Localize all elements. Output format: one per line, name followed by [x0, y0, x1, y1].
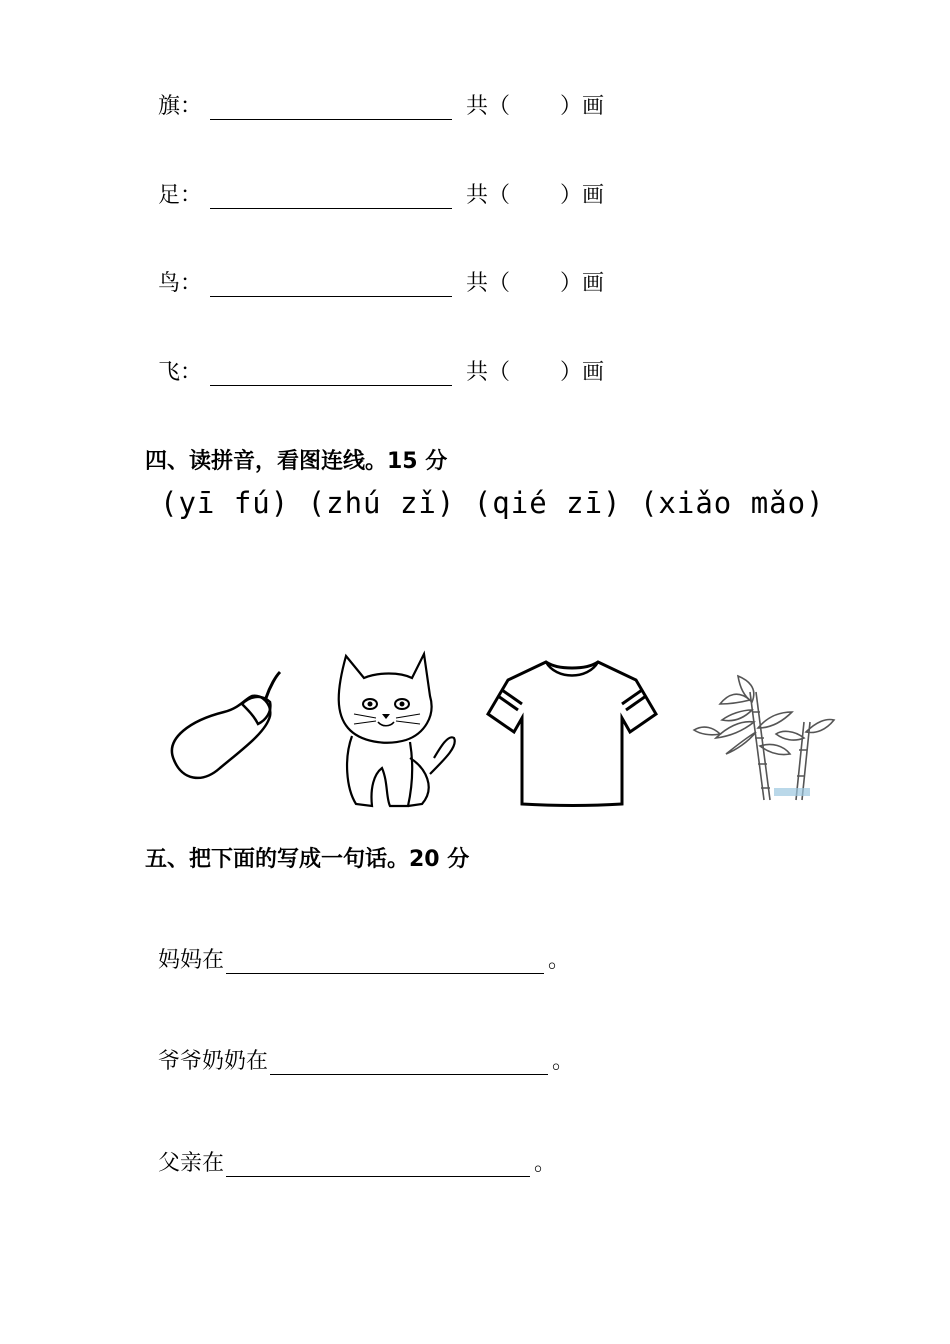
answer-blank[interactable] — [210, 93, 452, 120]
answer-blank[interactable] — [210, 359, 452, 386]
gong-label: 共（ — [466, 183, 511, 208]
sentence-suffix: 。 — [534, 1151, 557, 1176]
gong-label: 共（ — [466, 94, 511, 119]
stroke-row-fei — [158, 352, 604, 386]
sentence-suffix: 。 — [552, 1049, 575, 1074]
sentence-prefix: 妈妈在 — [158, 948, 225, 973]
stroke-char: 足： — [158, 183, 203, 208]
sentence-row-mama — [158, 940, 570, 974]
stroke-row-niao — [158, 263, 604, 297]
hua-label: ）画 — [560, 183, 605, 208]
stroke-char: 飞： — [158, 360, 203, 385]
sentence-blank[interactable] — [226, 1150, 530, 1177]
gong-label: 共（ — [466, 271, 511, 296]
bamboo-icon[interactable] — [686, 672, 836, 804]
sentence-suffix: 。 — [548, 948, 571, 973]
sentence-prefix: 父亲在 — [158, 1151, 225, 1176]
sentence-blank[interactable] — [270, 1048, 548, 1075]
eggplant-icon[interactable] — [162, 668, 286, 788]
section4-heading: 四、读拼音，看图连线。15 分 — [145, 449, 448, 474]
sentence-row-yeye-nainai — [158, 1041, 574, 1075]
pinyin-line: (yī fú) (zhú zǐ) (qié zī) (xiǎo mǎo) — [160, 486, 825, 520]
tshirt-icon[interactable] — [486, 656, 658, 810]
gong-label: 共（ — [466, 360, 511, 385]
sentence-prefix: 爷爷奶奶在 — [158, 1049, 269, 1074]
hua-label: ）画 — [560, 360, 605, 385]
hua-label: ）画 — [560, 94, 605, 119]
hua-label: ）画 — [560, 271, 605, 296]
section5-heading: 五、把下面的写成一句话。20 分 — [145, 847, 470, 872]
kitten-icon[interactable] — [326, 648, 462, 812]
stroke-char: 鸟： — [158, 271, 203, 296]
sentence-blank[interactable] — [226, 947, 544, 974]
answer-blank[interactable] — [210, 270, 452, 297]
answer-blank[interactable] — [210, 182, 452, 209]
sentence-row-fuqin — [158, 1143, 556, 1177]
stroke-char: 旗： — [158, 94, 203, 119]
stroke-row-zu — [158, 175, 604, 209]
stroke-row-qi — [158, 86, 604, 120]
